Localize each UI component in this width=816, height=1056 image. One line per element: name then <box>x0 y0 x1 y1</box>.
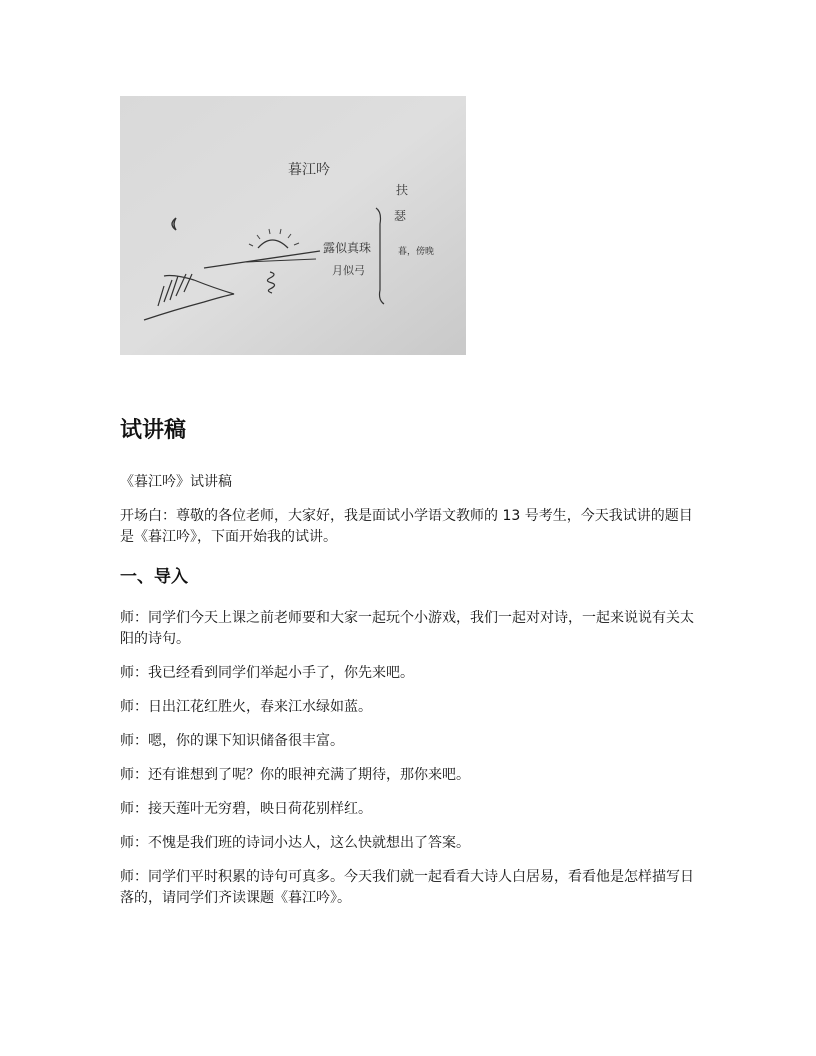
side-note-1: 扶 <box>396 183 409 197</box>
paragraph: 师：还有谁想到了呢？你的眼神充满了期待，那你来吧。 <box>120 767 470 783</box>
section-heading-intro: 一、导入 <box>120 567 188 587</box>
opening-paragraph: 开场白：尊敬的各位老师，大家好，我是面试小学语文教师的 13 号考生，今天我试讲的题目是《暮江吟》，下面开始我的试讲。 <box>120 508 693 545</box>
paragraph: 师：日出江花红胜火，春来江水绿如蓝。 <box>120 699 372 715</box>
paragraph: 师：我已经看到同学们举起小手了，你先来吧。 <box>120 665 414 681</box>
paragraph: 师：同学们今天上课之前老师要和大家一起玩个小游戏，我们一起对对诗，一起来说说有关太阳的诗句。 <box>120 610 694 647</box>
sketch-photo <box>120 96 466 355</box>
document-heading: 试讲稿 <box>120 418 187 443</box>
blackboard-sketch <box>120 96 466 355</box>
sketch-note-1: 露似真珠 <box>323 241 372 255</box>
document-subtitle: 《暮江吟》试讲稿 <box>120 474 232 490</box>
paragraph: 师：嗯，你的课下知识储备很丰富。 <box>120 733 344 749</box>
sketch-title: 暮江吟 <box>288 162 330 178</box>
side-note-2: 瑟 <box>394 209 407 223</box>
paragraph: 师：接天莲叶无穷碧，映日荷花别样红。 <box>120 801 372 817</box>
sketch-note-2: 月似弓 <box>332 264 365 277</box>
paragraph: 师：不愧是我们班的诗词小达人，这么快就想出了答案。 <box>120 835 470 851</box>
paragraph: 师：同学们平时积累的诗句可真多。今天我们就一起看看大诗人白居易，看看他是怎样描写日落的，请同学们齐读课题《暮江吟》。 <box>120 869 694 906</box>
side-note-3: 暮，傍晚 <box>398 247 435 257</box>
document-body <box>120 414 700 922</box>
